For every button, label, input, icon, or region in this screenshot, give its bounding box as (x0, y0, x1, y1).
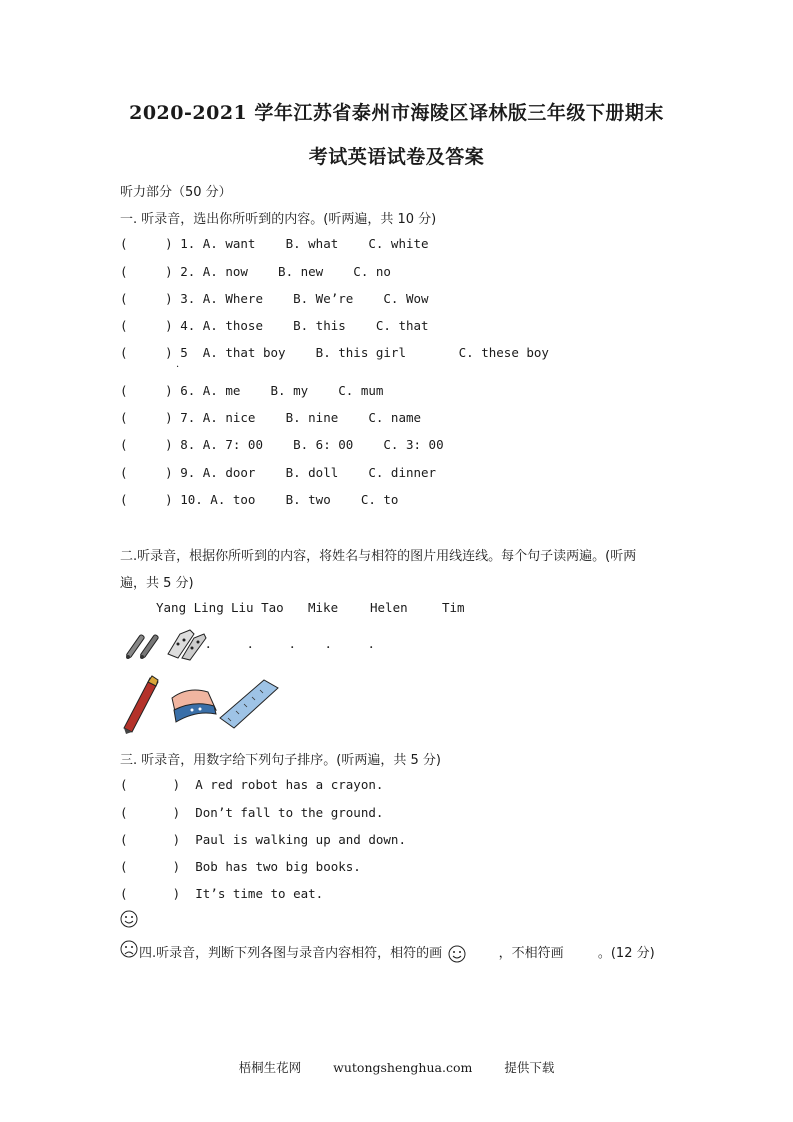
part4-heading-a: 四.听录音，判断下列各图与录音内容相符，相符的画 (139, 946, 443, 961)
match-dot-2: . (248, 636, 253, 652)
frown-icon (120, 940, 138, 958)
part1-heading: 一. 听录音，选出你所听到的内容。(听两遍，共 10 分) (120, 212, 437, 227)
part3-item-3: ( ) Paul is walking up and down. (120, 832, 406, 847)
part1-item-5: ( ) 5 A. that boy B. this girl C. these boy (120, 345, 549, 360)
smiley-icon (120, 910, 138, 928)
smiley-inline-icon (448, 945, 466, 963)
name-helen: Helen (370, 600, 408, 615)
part1-item-10: ( ) 10. A. too B. two C. to (120, 492, 399, 507)
part3-item-5: ( ) It’s time to eat. (120, 886, 324, 901)
page-footer (0, 1058, 793, 1076)
section-listening-heading: 听力部分（50 分） (120, 185, 232, 200)
part4-heading-b: ，不相符画 (498, 946, 564, 961)
name-yang-ling: Yang Ling (156, 600, 224, 615)
match-dot-4: . (326, 636, 331, 652)
part1-item-7: ( ) 7. A. nice B. nine C. name (120, 410, 422, 425)
stray-dot: · (176, 362, 180, 373)
part3-item-1: ( ) A red robot has a crayon. (120, 777, 384, 792)
part1-item-4: ( ) 4. A. those B. this C. that (120, 318, 429, 333)
part2-heading-line2: 遍，共 5 分) (120, 576, 194, 591)
match-dot-1: . (206, 636, 211, 652)
part1-item-8: ( ) 8. A. 7: 00 B. 6: 00 C. 3: 00 (120, 437, 444, 452)
ruler-image (218, 678, 280, 730)
footer-url[interactable]: wutongshenghua.com (333, 1060, 473, 1075)
part1-item-6: ( ) 6. A. me B. my C. mum (120, 383, 384, 398)
footer-provide: 提供下载 (504, 1060, 555, 1075)
part3-item-2: ( ) Don’t fall to the ground. (120, 805, 384, 820)
match-dot-3: . (290, 636, 295, 652)
name-liu-tao: Liu Tao (231, 600, 284, 615)
part1-item-1: ( ) 1. A. want B. what C. white (120, 236, 429, 251)
match-dot-5: . (369, 636, 374, 652)
footer-site-name: 梧桐生花网 (238, 1060, 302, 1075)
document-title-line2: 考试英语试卷及答案 (308, 146, 485, 168)
part3-item-4: ( ) Bob has two big books. (120, 859, 361, 874)
part1-item-2: ( ) 2. A. now B. new C. no (120, 264, 391, 279)
name-mike: Mike (308, 600, 339, 615)
part4-heading (139, 942, 655, 963)
part4-heading-c: 。(12 分) (597, 946, 655, 961)
eraser-image (168, 684, 220, 726)
pens-image (120, 624, 166, 662)
part1-item-9: ( ) 9. A. door B. doll C. dinner (120, 465, 437, 480)
document-title-line1: 2020-2021 学年江苏省泰州市海陵区译林版三年级下册期末 (129, 102, 664, 124)
pen-image (118, 672, 164, 734)
name-tim: Tim (442, 600, 465, 615)
shoes-image (164, 624, 211, 662)
part2-heading-line1: 二.听录音，根据你所听到的内容，将姓名与相符的图片用线连线。每个句子读两遍。(听两 (120, 549, 637, 564)
part3-heading: 三. 听录音，用数字给下列句子排序。(听两遍，共 5 分) (120, 753, 441, 768)
part1-item-3: ( ) 3. A. Where B. We’re C. Wow (120, 291, 429, 306)
